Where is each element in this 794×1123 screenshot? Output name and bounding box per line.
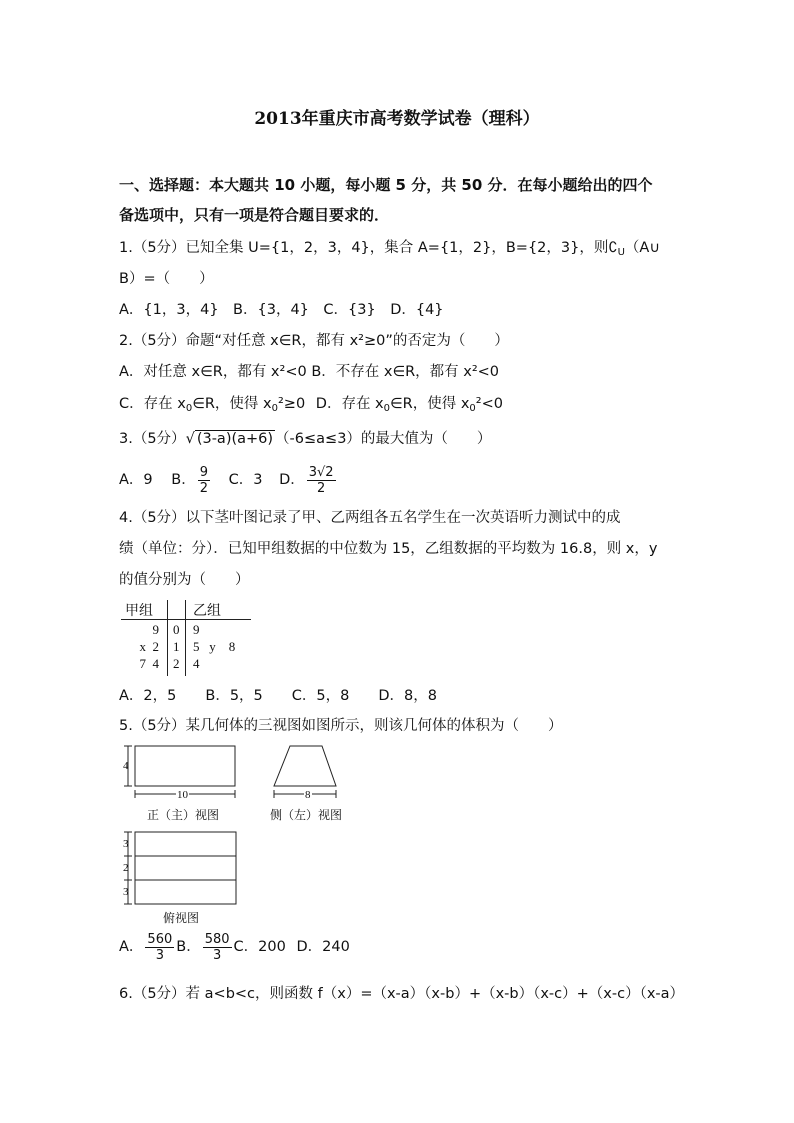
section-heading-line1: 一、选择题：本大题共 10 小题，每小题 5 分，共 50 分．在每小题给出的四个 [119, 176, 653, 194]
page-title: 2013年重庆市高考数学试卷（理科） [254, 109, 540, 129]
q2-option-c: C．存在 $x_0\in R$，使得 $x_0^2\ge 0$ [119, 396, 306, 414]
q2-option-a: A．对任意 x∈R，都有 x²<0 [119, 364, 307, 380]
q3-option-d-fraction: $\frac{3√2}{2}$ [308, 464, 334, 496]
top-dim-3a: 3 [123, 838, 129, 850]
q1-stem-text: 1.（5分）已知全集 U={1，2，3，4}，集合 A={1，2}，B={2，3}，则∁ [119, 240, 618, 256]
q3-option-b-fraction: $\frac{9}{2}$ [199, 464, 208, 496]
q3-option-c: C．3 [228, 472, 263, 488]
sqrt-symbol: √ [185, 431, 195, 447]
q1-stem-line2: B）=（ ） [119, 271, 214, 287]
q5-option-b-fraction: $\frac{580}{3}$ [204, 931, 230, 963]
q1-options: A．{1，3，4} B．{3，4} C．{3} D．{4} [119, 302, 444, 318]
q3-option-a: A．9 [119, 472, 153, 488]
front-width-dim: 10 [177, 789, 188, 801]
q4-stem-line3: 的值分别为（ ） [119, 572, 250, 588]
q3-options: A．9 B． $\frac{9}{2}$ C．3 D． $\frac{3√2}{2}$ [119, 464, 334, 496]
stem-leaf-plot: 甲组 乙组 9 0 9 x 2 1 5 y 8 7 4 2 4 [121, 600, 251, 678]
q5-stem: 5.（5分）某几何体的三视图如图所示，则该几何体的体积为（ ） [119, 718, 563, 734]
q3-stem: 3.（5分）√ (3-a)(a+6) （-6≤a≤3）的最大值为（ ） [119, 431, 492, 447]
stem-leaf-header-rule [121, 619, 251, 620]
three-view-figure [118, 742, 358, 928]
section-heading-line2: 备选项中，只有一项是符合题目要求的． [119, 206, 390, 224]
front-height-dim: 4 [123, 760, 129, 772]
q4-options: A．2，5 B．5，5 C．5，8 D．8，8 [119, 688, 437, 704]
side-view-label: 侧（左）视图 [270, 808, 343, 822]
top-view-label: 俯视图 [163, 911, 200, 925]
stem-leaf-right-header: 乙组 [193, 603, 221, 619]
q5-option-a-fraction: $\frac{560}{3}$ [147, 931, 173, 963]
q5-option-c: C．200 [233, 939, 286, 955]
front-view-label: 正（主）视图 [147, 808, 220, 822]
q2-stem: 2.（5分）命题“对任意 x∈R，都有 x²≥0”的否定为（ ） [119, 333, 509, 349]
top-view [124, 832, 236, 904]
q4-stem-line1: 4.（5分）以下茎叶图记录了甲、乙两组各五名学生在一次英语听力测试中的成 [119, 510, 621, 526]
stem-leaf-left-header: 甲组 [125, 603, 153, 619]
stem-leaf-divider-right [185, 600, 186, 676]
q6-stem: 6.（5分）若 a<b<c，则函数 f（x）=（x-a）（x-b）+（x-b）（x-c）+（x-c）（x-a） [119, 986, 685, 1002]
q4-stem-line2: 绩（单位：分）．已知甲组数据的中位数为 15，乙组数据的平均数为 16.8，则 x，y [119, 541, 658, 557]
q2-option-b: B．不存在 x∈R，都有 x²<0 [311, 364, 500, 380]
q2-option-d: D．存在 $x_0\in R$，使得 $x_0^2<0$ [315, 396, 503, 414]
q3-radicand: (3-a)(a+6) [196, 431, 274, 447]
top-dim-3b: 3 [123, 886, 129, 898]
stem-leaf-divider-left [167, 600, 168, 676]
top-dim-2: 2 [123, 862, 129, 874]
q2-options-cd [119, 394, 503, 419]
q5-options: A． $\frac{560}{3}$ B． $\frac{580}{3}$ C．200 D．240 [119, 931, 350, 963]
q1-stem-line1 [119, 238, 660, 263]
q2-options-ab [119, 362, 499, 382]
q5-option-d: D．240 [296, 939, 350, 955]
side-width-dim: 8 [305, 789, 311, 801]
q1-complement-subscript: U [617, 247, 625, 258]
q1-stem-end: （A∪ [624, 240, 660, 256]
